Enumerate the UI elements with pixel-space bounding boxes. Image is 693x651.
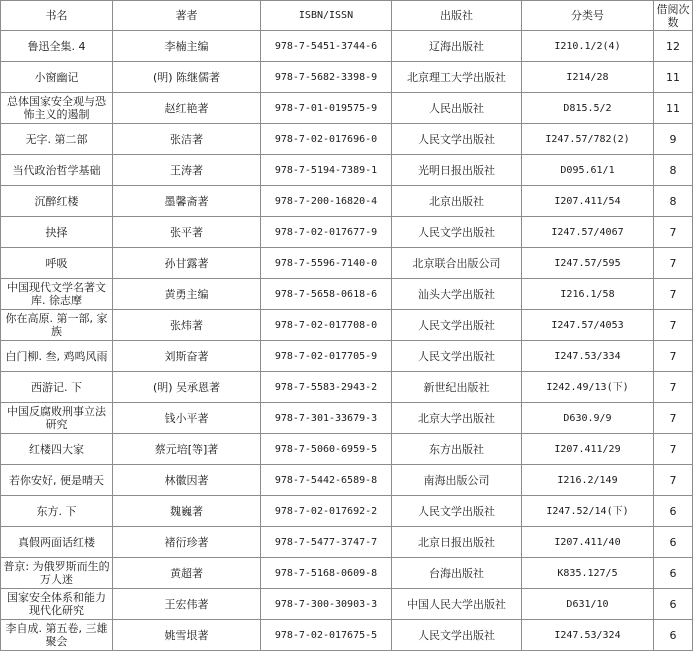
cell-author: 王涛著 <box>113 155 261 186</box>
header-classification: 分类号 <box>522 1 654 31</box>
cell-publisher: 人民出版社 <box>392 93 522 124</box>
cell-author: 钱小平著 <box>113 403 261 434</box>
cell-borrow-count: 11 <box>654 62 693 93</box>
cell-publisher: 人民文学出版社 <box>392 496 522 527</box>
cell-publisher: 人民文学出版社 <box>392 620 522 651</box>
cell-classification: I207.411/29 <box>522 434 654 465</box>
table-row <box>1 496 693 527</box>
cell-borrow-count: 9 <box>654 124 693 155</box>
cell-isbn: 978-7-200-16820-4 <box>261 186 392 217</box>
header-isbn: ISBN/ISSN <box>261 1 392 31</box>
cell-publisher: 北京理工大学出版社 <box>392 62 522 93</box>
cell-title: 鲁迅全集. 4 <box>1 31 113 62</box>
cell-classification: I216.1/58 <box>522 279 654 310</box>
cell-title: 红楼四大家 <box>1 434 113 465</box>
cell-author: 林徽因著 <box>113 465 261 496</box>
table-row <box>1 558 693 589</box>
cell-classification: D815.5/2 <box>522 93 654 124</box>
cell-author: 张炜著 <box>113 310 261 341</box>
cell-borrow-count: 8 <box>654 186 693 217</box>
cell-borrow-count: 6 <box>654 496 693 527</box>
table-row <box>1 217 693 248</box>
table-row <box>1 310 693 341</box>
cell-classification: D631/10 <box>522 589 654 620</box>
cell-isbn: 978-7-5060-6959-5 <box>261 434 392 465</box>
cell-title: 李自成. 第五卷, 三雄聚会 <box>1 620 113 651</box>
cell-classification: I247.52/14(下) <box>522 496 654 527</box>
cell-title: 西游记. 下 <box>1 372 113 403</box>
cell-title: 当代政治哲学基础 <box>1 155 113 186</box>
table-body <box>1 31 693 651</box>
cell-borrow-count: 7 <box>654 434 693 465</box>
cell-isbn: 978-7-5477-3747-7 <box>261 527 392 558</box>
table-row <box>1 186 693 217</box>
cell-classification: I247.53/334 <box>522 341 654 372</box>
cell-isbn: 978-7-5451-3744-6 <box>261 31 392 62</box>
cell-isbn: 978-7-02-017675-5 <box>261 620 392 651</box>
header-borrow-count: 借阅次数 <box>654 1 693 31</box>
cell-publisher: 人民文学出版社 <box>392 217 522 248</box>
cell-author: 魏巍著 <box>113 496 261 527</box>
cell-author: 黄勇主编 <box>113 279 261 310</box>
cell-publisher: 光明日报出版社 <box>392 155 522 186</box>
cell-borrow-count: 7 <box>654 248 693 279</box>
cell-borrow-count: 6 <box>654 558 693 589</box>
table-row <box>1 31 693 62</box>
table-row <box>1 155 693 186</box>
table-row <box>1 62 693 93</box>
cell-classification: D095.61/1 <box>522 155 654 186</box>
cell-borrow-count: 7 <box>654 403 693 434</box>
cell-publisher: 人民文学出版社 <box>392 341 522 372</box>
cell-title: 沉醉红楼 <box>1 186 113 217</box>
cell-author: (明) 陈继儒著 <box>113 62 261 93</box>
table-header <box>1 1 693 31</box>
cell-borrow-count: 6 <box>654 589 693 620</box>
cell-title: 白门柳. 叁, 鸡鸣风雨 <box>1 341 113 372</box>
cell-isbn: 978-7-5682-3398-9 <box>261 62 392 93</box>
cell-isbn: 978-7-02-017677-9 <box>261 217 392 248</box>
table-row <box>1 465 693 496</box>
table-row <box>1 620 693 651</box>
cell-publisher: 北京出版社 <box>392 186 522 217</box>
cell-borrow-count: 7 <box>654 341 693 372</box>
cell-author: 刘斯奋著 <box>113 341 261 372</box>
cell-publisher: 人民文学出版社 <box>392 124 522 155</box>
cell-isbn: 978-7-02-017708-0 <box>261 310 392 341</box>
cell-borrow-count: 6 <box>654 527 693 558</box>
cell-publisher: 台海出版社 <box>392 558 522 589</box>
table-row <box>1 279 693 310</box>
cell-classification: I214/28 <box>522 62 654 93</box>
cell-classification: I247.57/4067 <box>522 217 654 248</box>
cell-publisher: 南海出版公司 <box>392 465 522 496</box>
header-author: 著者 <box>113 1 261 31</box>
cell-author: (明) 吴承恩著 <box>113 372 261 403</box>
table-row <box>1 589 693 620</box>
cell-classification: I247.53/324 <box>522 620 654 651</box>
table-row <box>1 341 693 372</box>
cell-title: 中国现代文学名著文库. 徐志摩 <box>1 279 113 310</box>
table-row <box>1 403 693 434</box>
cell-author: 张洁著 <box>113 124 261 155</box>
cell-classification: I242.49/13(下) <box>522 372 654 403</box>
cell-author: 张平著 <box>113 217 261 248</box>
cell-borrow-count: 7 <box>654 279 693 310</box>
cell-isbn: 978-7-01-019575-9 <box>261 93 392 124</box>
cell-title: 普京: 为俄罗斯而生的万人迷 <box>1 558 113 589</box>
cell-isbn: 978-7-5583-2943-2 <box>261 372 392 403</box>
cell-title: 总体国家安全观与恐怖主义的遏制 <box>1 93 113 124</box>
cell-title: 国家安全体系和能力现代化研究 <box>1 589 113 620</box>
cell-borrow-count: 11 <box>654 93 693 124</box>
cell-author: 黄超著 <box>113 558 261 589</box>
cell-classification: I207.411/54 <box>522 186 654 217</box>
cell-publisher: 北京联合出版公司 <box>392 248 522 279</box>
cell-publisher: 东方出版社 <box>392 434 522 465</box>
cell-classification: I247.57/595 <box>522 248 654 279</box>
table-row <box>1 434 693 465</box>
cell-classification: I247.57/4053 <box>522 310 654 341</box>
cell-isbn: 978-7-5168-0609-8 <box>261 558 392 589</box>
table-row <box>1 372 693 403</box>
cell-publisher: 北京日报出版社 <box>392 527 522 558</box>
cell-borrow-count: 7 <box>654 465 693 496</box>
cell-isbn: 978-7-02-017705-9 <box>261 341 392 372</box>
table-row <box>1 124 693 155</box>
cell-borrow-count: 7 <box>654 310 693 341</box>
cell-borrow-count: 7 <box>654 217 693 248</box>
cell-title: 中国反腐败刑事立法研究 <box>1 403 113 434</box>
cell-title: 真假两面话红楼 <box>1 527 113 558</box>
cell-author: 姚雪垠著 <box>113 620 261 651</box>
cell-classification: K835.127/5 <box>522 558 654 589</box>
cell-isbn: 978-7-5596-7140-0 <box>261 248 392 279</box>
cell-publisher: 汕头大学出版社 <box>392 279 522 310</box>
table-row <box>1 248 693 279</box>
table-row <box>1 93 693 124</box>
cell-isbn: 978-7-5442-6589-8 <box>261 465 392 496</box>
header-publisher: 出版社 <box>392 1 522 31</box>
cell-title: 抉择 <box>1 217 113 248</box>
cell-isbn: 978-7-02-017692-2 <box>261 496 392 527</box>
table-row <box>1 527 693 558</box>
cell-isbn: 978-7-300-30903-3 <box>261 589 392 620</box>
cell-borrow-count: 8 <box>654 155 693 186</box>
cell-author: 赵红艳著 <box>113 93 261 124</box>
cell-title: 无字. 第二部 <box>1 124 113 155</box>
cell-publisher: 人民文学出版社 <box>392 310 522 341</box>
cell-isbn: 978-7-301-33679-3 <box>261 403 392 434</box>
cell-borrow-count: 12 <box>654 31 693 62</box>
cell-isbn: 978-7-5658-0618-6 <box>261 279 392 310</box>
cell-classification: I247.57/782(2) <box>522 124 654 155</box>
cell-publisher: 中国人民大学出版社 <box>392 589 522 620</box>
cell-title: 呼吸 <box>1 248 113 279</box>
cell-author: 孙甘露著 <box>113 248 261 279</box>
cell-author: 王宏伟著 <box>113 589 261 620</box>
cell-title: 你在高原. 第一部, 家族 <box>1 310 113 341</box>
cell-classification: I210.1/2(4) <box>522 31 654 62</box>
cell-borrow-count: 6 <box>654 620 693 651</box>
cell-author: 褚衍珍著 <box>113 527 261 558</box>
cell-classification: D630.9/9 <box>522 403 654 434</box>
cell-publisher: 新世纪出版社 <box>392 372 522 403</box>
header-title: 书名 <box>1 1 113 31</box>
cell-borrow-count: 7 <box>654 372 693 403</box>
cell-title: 东方. 下 <box>1 496 113 527</box>
cell-isbn: 978-7-02-017696-0 <box>261 124 392 155</box>
cell-title: 若你安好, 便是晴天 <box>1 465 113 496</box>
cell-publisher: 辽海出版社 <box>392 31 522 62</box>
header-row <box>1 1 693 31</box>
cell-publisher: 北京大学出版社 <box>392 403 522 434</box>
cell-isbn: 978-7-5194-7389-1 <box>261 155 392 186</box>
cell-author: 蔡元培[等]著 <box>113 434 261 465</box>
cell-author: 李楠主编 <box>113 31 261 62</box>
cell-author: 墨馨斋著 <box>113 186 261 217</box>
cell-classification: I216.2/149 <box>522 465 654 496</box>
cell-classification: I207.411/40 <box>522 527 654 558</box>
cell-title: 小窗幽记 <box>1 62 113 93</box>
